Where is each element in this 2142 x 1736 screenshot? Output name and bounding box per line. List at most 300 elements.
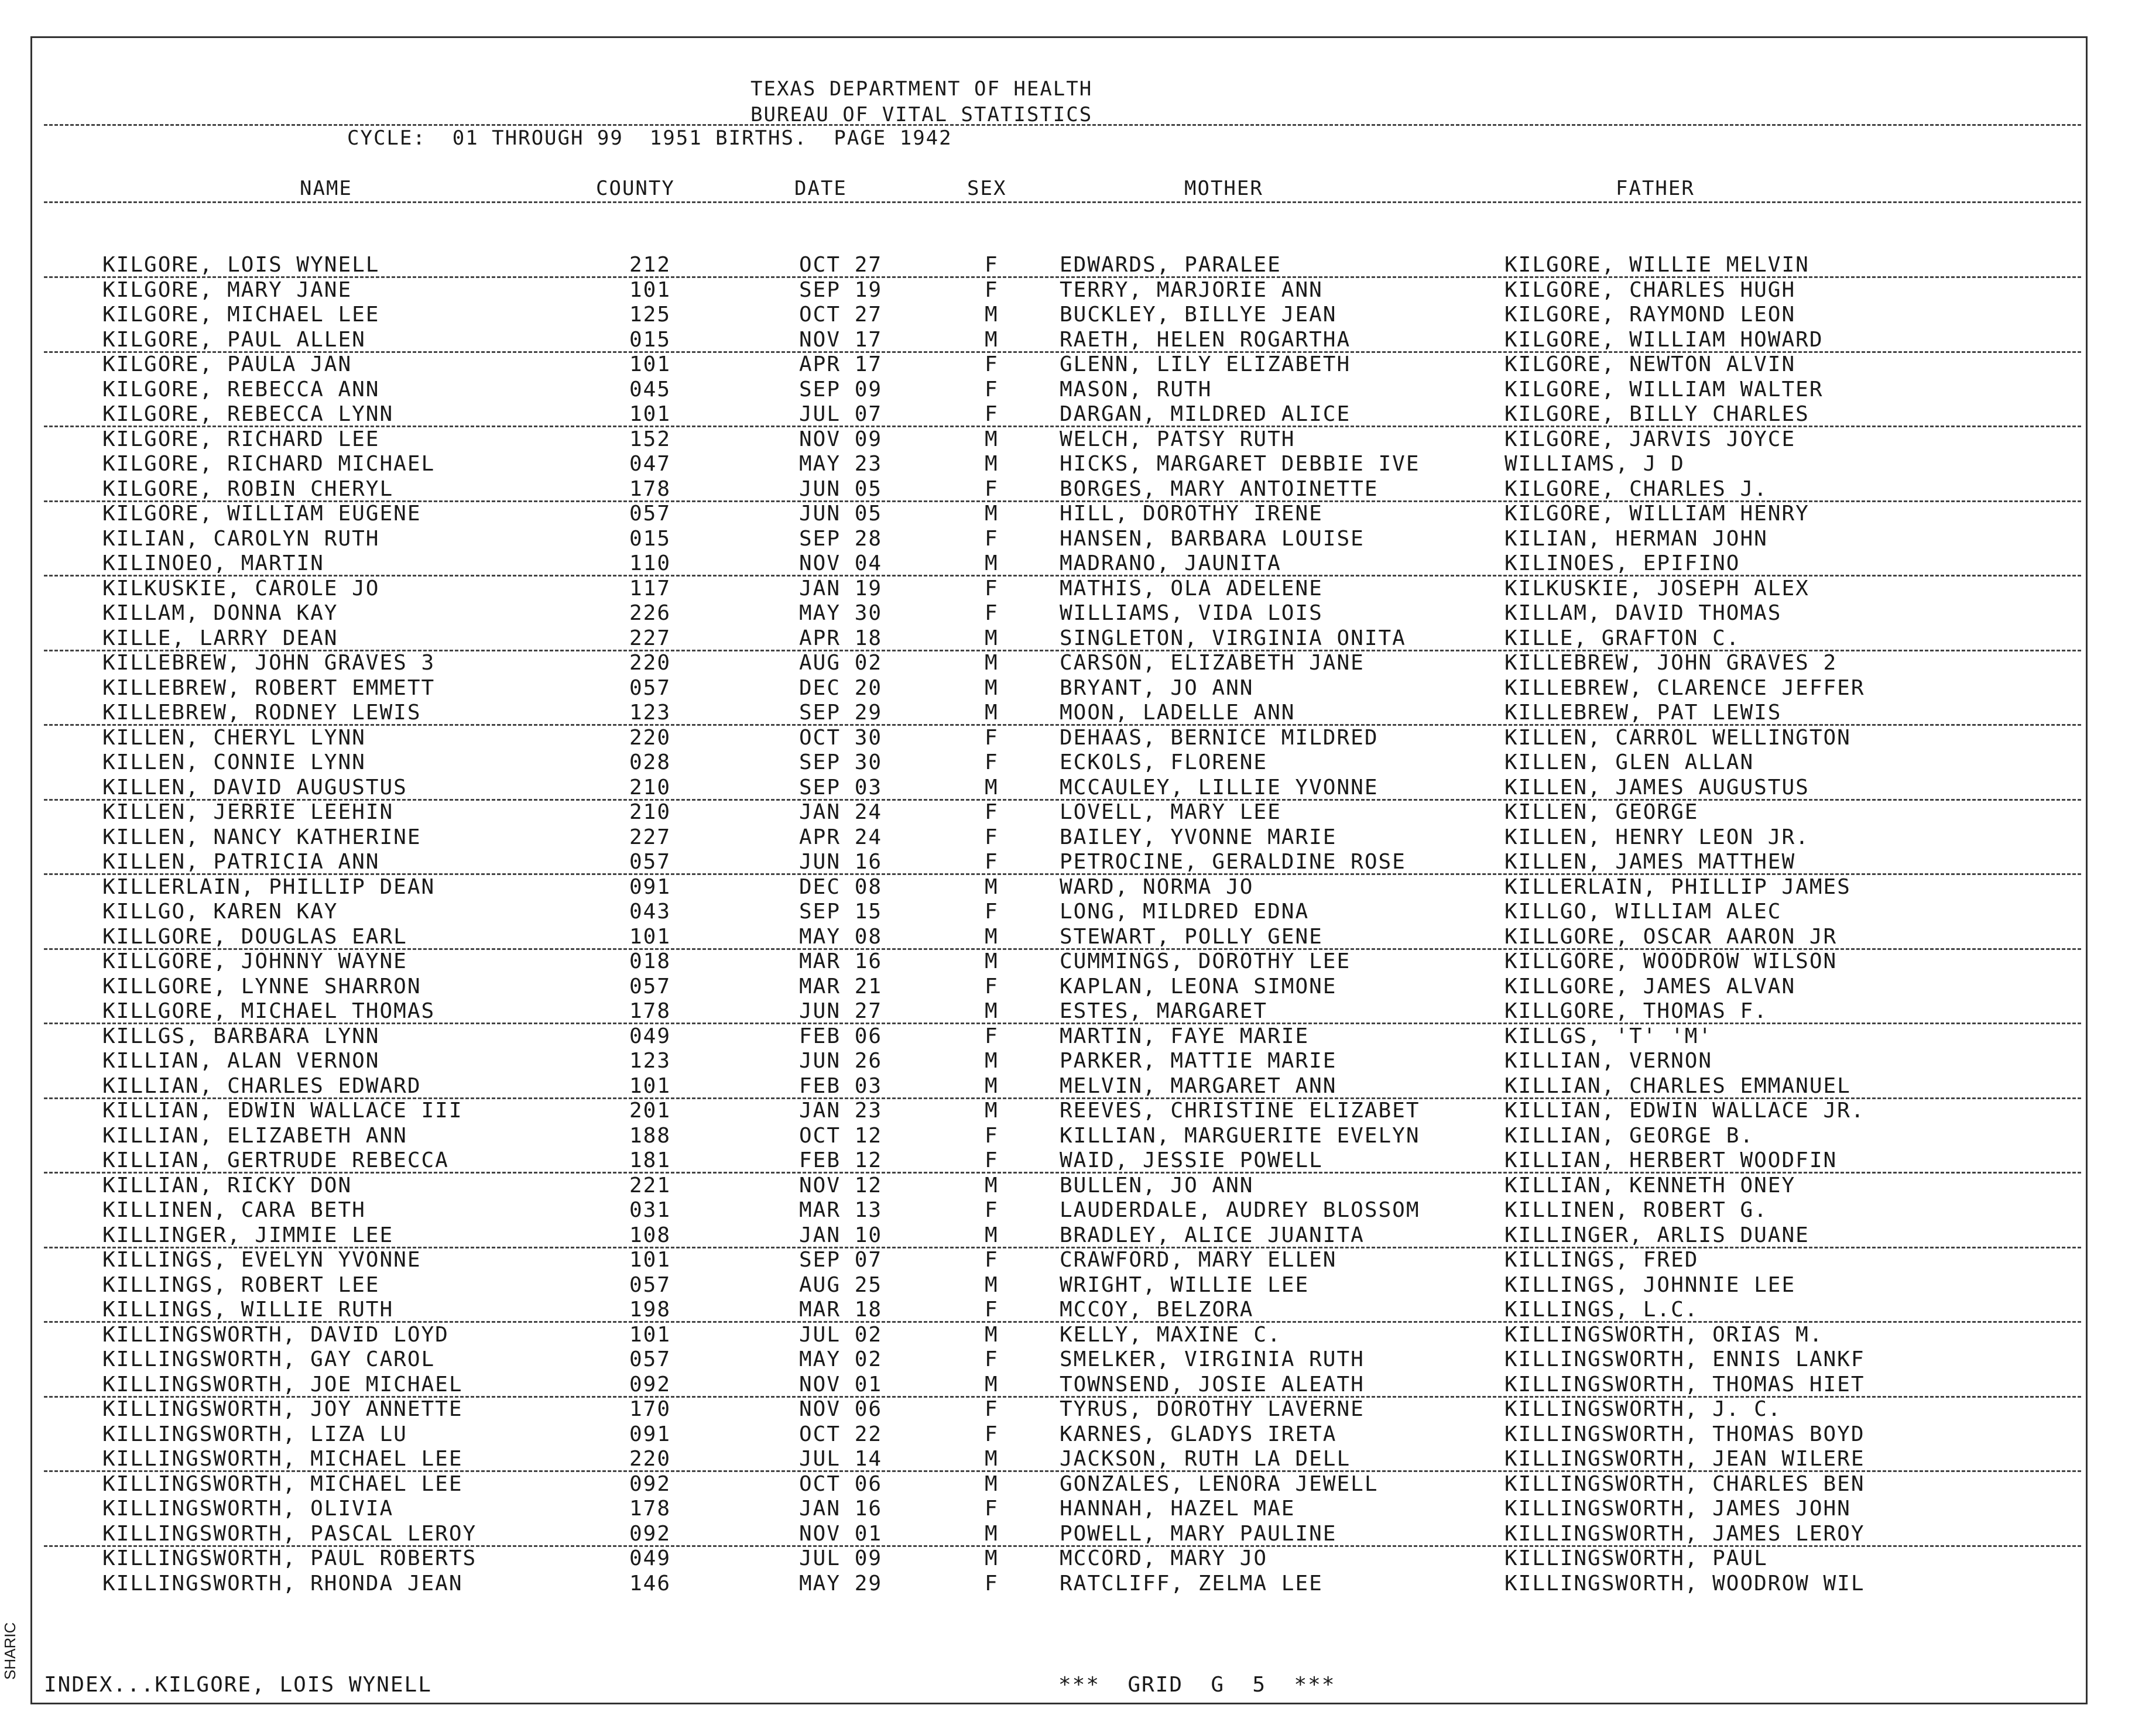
cell-date: APR 18	[799, 626, 883, 650]
cell-sex: M	[985, 551, 999, 575]
cell-name: KILGORE, RICHARD MICHAEL	[102, 452, 436, 476]
cell-mother: CARSON, ELIZABETH JANE	[1060, 651, 1365, 675]
cell-father: KILLINGER, ARLIS DUANE	[1504, 1223, 1809, 1247]
cell-sex: M	[985, 1521, 999, 1546]
cell-sex: M	[985, 626, 999, 650]
table-row	[0, 577, 2142, 601]
cell-father: KILLINGSWORTH, CHARLES BEN	[1504, 1471, 1865, 1496]
cell-date: OCT 27	[799, 253, 883, 277]
table-row	[0, 800, 2142, 825]
cell-date: MAY 08	[799, 924, 883, 949]
cell-name: KILLINGSWORTH, JOY ANNETTE	[102, 1397, 463, 1421]
cell-mother: GONZALES, LENORA JEWELL	[1060, 1471, 1379, 1496]
cell-sex: F	[985, 825, 999, 849]
table-row	[0, 601, 2142, 626]
cell-date: OCT 30	[799, 725, 883, 750]
cell-date: FEB 03	[799, 1073, 883, 1098]
table-row	[0, 900, 2142, 924]
cell-mother: SINGLETON, VIRGINIA ONITA	[1060, 626, 1406, 650]
cell-father: KILGORE, BILLY CHARLES	[1504, 402, 1809, 426]
cell-father: KILLIAN, KENNETH ONEY	[1504, 1173, 1796, 1198]
cell-sex: F	[985, 1198, 999, 1222]
cell-mother: EDWARDS, PARALEE	[1060, 253, 1281, 277]
col-header-sex: SEX	[967, 177, 1007, 200]
cell-mother: ESTES, MARGARET	[1060, 999, 1268, 1023]
cell-date: JUN 16	[799, 850, 883, 874]
cell-name: KILGORE, REBECCA ANN	[102, 377, 380, 402]
cell-county: 049	[629, 1024, 671, 1048]
cell-date: MAY 30	[799, 601, 883, 625]
cell-mother: WAID, JESSIE POWELL	[1060, 1148, 1323, 1172]
cell-date: MAR 16	[799, 949, 883, 973]
cell-name: KILLGORE, LYNNE SHARRON	[102, 974, 421, 999]
cell-mother: TERRY, MARJORIE ANN	[1060, 277, 1323, 302]
table-row	[0, 1397, 2142, 1422]
cell-county: 101	[629, 1322, 671, 1347]
cell-mother: BORGES, MARY ANTOINETTE	[1060, 476, 1379, 501]
cell-father: KILLGORE, THOMAS F.	[1504, 999, 1768, 1023]
cell-mother: JACKSON, RUTH LA DELL	[1060, 1447, 1351, 1471]
cell-name: KILLINGS, ROBERT LEE	[102, 1272, 380, 1297]
cell-father: KILLINGSWORTH, ORIAS M.	[1504, 1322, 1824, 1347]
cell-mother: LONG, MILDRED EDNA	[1060, 900, 1310, 924]
cell-name: KILGORE, WILLIAM EUGENE	[102, 502, 421, 526]
cell-father: KILLE, GRAFTON C.	[1504, 626, 1740, 650]
cell-father: KILLEBREW, PAT LEWIS	[1504, 701, 1782, 725]
cell-sex: M	[985, 999, 999, 1023]
cell-mother: MELVIN, MARGARET ANN	[1060, 1073, 1337, 1098]
cell-county: 220	[629, 1447, 671, 1471]
cell-date: APR 24	[799, 825, 883, 849]
table-row	[0, 999, 2142, 1024]
cell-sex: F	[985, 352, 999, 376]
cell-date: AUG 02	[799, 651, 883, 675]
cell-sex: F	[985, 850, 999, 874]
cell-mother: HANSEN, BARBARA LOUISE	[1060, 526, 1365, 551]
cell-mother: BRYANT, JO ANN	[1060, 675, 1254, 700]
cell-mother: MCCAULEY, LILLIE YVONNE	[1060, 775, 1379, 800]
cell-name: KILLINGSWORTH, PASCAL LEROY	[102, 1521, 477, 1546]
cell-county: 092	[629, 1471, 671, 1496]
cell-father: KILGORE, NEWTON ALVIN	[1504, 352, 1796, 376]
cell-sex: M	[985, 1546, 999, 1570]
cell-county: 108	[629, 1223, 671, 1247]
cell-county: 221	[629, 1173, 671, 1198]
table-row	[0, 477, 2142, 502]
cell-mother: BRADLEY, ALICE JUANITA	[1060, 1223, 1365, 1247]
cell-date: JUN 05	[799, 476, 883, 501]
cell-name: KILLAM, DONNA KAY	[102, 601, 338, 625]
cell-date: JAN 10	[799, 1223, 883, 1247]
cell-mother: MATHIS, OLA ADELENE	[1060, 576, 1323, 601]
table-row	[0, 825, 2142, 850]
cell-mother: MADRANO, JAUNITA	[1060, 551, 1281, 575]
cell-father: KILLIAN, EDWIN WALLACE JR.	[1504, 1099, 1865, 1123]
cell-mother: RAETH, HELEN ROGARTHA	[1060, 327, 1351, 352]
cell-sex: F	[985, 900, 999, 924]
col-header-date: DATE	[794, 177, 847, 200]
cell-sex: M	[985, 775, 999, 800]
cell-sex: F	[985, 725, 999, 750]
cell-mother: WRIGHT, WILLIE LEE	[1060, 1272, 1310, 1297]
cell-date: APR 17	[799, 352, 883, 376]
cell-name: KILLINGSWORTH, OLIVIA	[102, 1497, 394, 1521]
table-row	[0, 1546, 2142, 1571]
cell-name: KILLEN, JERRIE LEEHIN	[102, 800, 394, 824]
cell-mother: WARD, NORMA JO	[1060, 874, 1254, 899]
cell-father: KILLINGSWORTH, JEAN WILERE	[1504, 1447, 1865, 1471]
cell-father: KILLIAN, CHARLES EMMANUEL	[1504, 1073, 1851, 1098]
cell-father: KILLIAN, VERNON	[1504, 1049, 1713, 1073]
cell-father: KILLINGSWORTH, JAMES LEROY	[1504, 1521, 1865, 1546]
cell-sex: F	[985, 974, 999, 999]
cell-date: JUN 27	[799, 999, 883, 1023]
cell-father: KILLAM, DAVID THOMAS	[1504, 601, 1782, 625]
cell-mother: TYRUS, DOROTHY LAVERNE	[1060, 1397, 1365, 1421]
cell-date: NOV 09	[799, 427, 883, 451]
table-row	[0, 726, 2142, 750]
cell-county: 047	[629, 452, 671, 476]
cell-father: KILLGORE, JAMES ALVAN	[1504, 974, 1796, 999]
cell-name: KILLIAN, RICKY DON	[102, 1173, 352, 1198]
cell-name: KILLINGSWORTH, JOE MICHAEL	[102, 1372, 463, 1397]
cell-name: KILLE, LARRY DEAN	[102, 626, 338, 650]
cell-mother: WELCH, PATSY RUTH	[1060, 427, 1296, 451]
cell-sex: M	[985, 1223, 999, 1247]
cell-county: 045	[629, 377, 671, 402]
cell-father: KILLINGS, FRED	[1504, 1248, 1699, 1272]
cell-mother: MCCORD, MARY JO	[1060, 1546, 1268, 1570]
cell-sex: F	[985, 601, 999, 625]
cell-mother: MOON, LADELLE ANN	[1060, 701, 1296, 725]
cell-mother: DEHAAS, BERNICE MILDRED	[1060, 725, 1379, 750]
cell-date: JAN 23	[799, 1099, 883, 1123]
cell-date: DEC 08	[799, 874, 883, 899]
cell-date: OCT 27	[799, 303, 883, 327]
cell-sex: F	[985, 1123, 999, 1148]
table-row	[0, 776, 2142, 800]
cell-county: 057	[629, 974, 671, 999]
cell-county: 101	[629, 352, 671, 376]
table-row	[0, 1074, 2142, 1099]
cell-father: KILLINEN, ROBERT G.	[1504, 1198, 1768, 1222]
cell-mother: GLENN, LILY ELIZABETH	[1060, 352, 1351, 376]
cell-date: JUN 05	[799, 502, 883, 526]
cell-sex: F	[985, 1024, 999, 1048]
cell-mother: STEWART, POLLY GENE	[1060, 924, 1323, 949]
cell-name: KILLIAN, GERTRUDE REBECCA	[102, 1148, 449, 1172]
table-row	[0, 676, 2142, 701]
cell-sex: M	[985, 874, 999, 899]
cell-father: KILLGO, WILLIAM ALEC	[1504, 900, 1782, 924]
cell-county: 057	[629, 502, 671, 526]
cell-county: 178	[629, 1497, 671, 1521]
table-row	[0, 875, 2142, 900]
cell-mother: MCCOY, BELZORA	[1060, 1298, 1254, 1322]
cell-sex: F	[985, 1397, 999, 1421]
cell-sex: M	[985, 949, 999, 973]
cell-sex: F	[985, 526, 999, 551]
cell-county: 091	[629, 1422, 671, 1446]
cell-father: KILGORE, WILLIAM WALTER	[1504, 377, 1824, 402]
table-row	[0, 925, 2142, 949]
cell-father: KILLINGS, L.C.	[1504, 1298, 1699, 1322]
cell-mother: KELLY, MAXINE C.	[1060, 1322, 1281, 1347]
cell-county: 028	[629, 750, 671, 774]
header-bureau: BUREAU OF VITAL STATISTICS	[750, 103, 1093, 126]
cell-date: SEP 19	[799, 277, 883, 302]
cell-date: SEP 03	[799, 775, 883, 800]
cell-county: 101	[629, 1248, 671, 1272]
cell-mother: RATCLIFF, ZELMA LEE	[1060, 1571, 1323, 1596]
cell-county: 210	[629, 800, 671, 824]
cell-sex: F	[985, 1422, 999, 1446]
cell-name: KILLEBREW, RODNEY LEWIS	[102, 701, 421, 725]
cell-name: KILLINGSWORTH, DAVID LOYD	[102, 1322, 449, 1347]
table-row	[0, 651, 2142, 675]
table-row	[0, 502, 2142, 526]
cell-name: KILGORE, MICHAEL LEE	[102, 303, 380, 327]
cell-county: 091	[629, 874, 671, 899]
cell-county: 043	[629, 900, 671, 924]
cell-name: KILLINEN, CARA BETH	[102, 1198, 366, 1222]
cell-sex: M	[985, 502, 999, 526]
cell-sex: M	[985, 1099, 999, 1123]
cell-father: KILLINGS, JOHNNIE LEE	[1504, 1272, 1796, 1297]
cell-name: KILLEN, CONNIE LYNN	[102, 750, 366, 774]
cell-county: 198	[629, 1298, 671, 1322]
cell-mother: DARGAN, MILDRED ALICE	[1060, 402, 1351, 426]
table-row	[0, 527, 2142, 551]
cell-father: KILGORE, CHARLES J.	[1504, 476, 1768, 501]
cell-father: KILLEN, JAMES AUGUSTUS	[1504, 775, 1809, 800]
cell-county: 123	[629, 701, 671, 725]
cell-sex: F	[985, 1347, 999, 1371]
cell-county: 110	[629, 551, 671, 575]
table-row	[0, 1347, 2142, 1372]
cell-sex: F	[985, 1497, 999, 1521]
cell-name: KILLINGS, EVELYN YVONNE	[102, 1248, 421, 1272]
cell-sex: F	[985, 750, 999, 774]
cell-father: KILLEN, JAMES MATTHEW	[1504, 850, 1796, 874]
cell-mother: POWELL, MARY PAULINE	[1060, 1521, 1337, 1546]
cell-father: KILLGORE, WOODROW WILSON	[1504, 949, 1838, 973]
cell-father: KILLINGSWORTH, THOMAS BOYD	[1504, 1422, 1865, 1446]
cell-sex: F	[985, 1298, 999, 1322]
cell-father: KILGORE, RAYMOND LEON	[1504, 303, 1796, 327]
cell-mother: LAUDERDALE, AUDREY BLOSSOM	[1060, 1198, 1420, 1222]
cell-county: 227	[629, 626, 671, 650]
cell-date: JAN 16	[799, 1497, 883, 1521]
cell-sex: M	[985, 1471, 999, 1496]
cell-county: 015	[629, 327, 671, 352]
cell-name: KILGORE, RICHARD LEE	[102, 427, 380, 451]
table-row	[0, 1174, 2142, 1198]
cell-county: 188	[629, 1123, 671, 1148]
cell-county: 057	[629, 850, 671, 874]
cell-date: SEP 28	[799, 526, 883, 551]
cell-name: KILKUSKIE, CAROLE JO	[102, 576, 380, 601]
cell-father: KILLGORE, OSCAR AARON JR	[1504, 924, 1838, 949]
cell-mother: KARNES, GLADYS IRETA	[1060, 1422, 1337, 1446]
table-row	[0, 975, 2142, 999]
cell-date: MAR 13	[799, 1198, 883, 1222]
cell-name: KILLIAN, CHARLES EDWARD	[102, 1073, 421, 1098]
cell-date: NOV 06	[799, 1397, 883, 1421]
cell-father: KILLEBREW, CLARENCE JEFFER	[1504, 675, 1865, 700]
cell-name: KILLEN, CHERYL LYNN	[102, 725, 366, 750]
cell-county: 031	[629, 1198, 671, 1222]
cell-name: KILLINGSWORTH, LIZA LU	[102, 1422, 407, 1446]
cell-county: 018	[629, 949, 671, 973]
cell-date: NOV 01	[799, 1372, 883, 1397]
cell-mother: KILLIAN, MARGUERITE EVELYN	[1060, 1123, 1420, 1148]
cell-name: KILIAN, CAROLYN RUTH	[102, 526, 380, 551]
header-cycle: CYCLE: 01 THROUGH 99 1951 BIRTHS. PAGE 1942	[347, 126, 952, 150]
cell-county: 092	[629, 1372, 671, 1397]
table-row	[0, 949, 2142, 974]
cell-date: NOV 01	[799, 1521, 883, 1546]
cell-father: KILLEBREW, JOHN GRAVES 2	[1504, 651, 1838, 675]
cell-father: WILLIAMS, J D	[1504, 452, 1685, 476]
cell-name: KILLGS, BARBARA LYNN	[102, 1024, 380, 1048]
cell-date: MAR 21	[799, 974, 883, 999]
cell-name: KILLERLAIN, PHILLIP DEAN	[102, 874, 436, 899]
cell-father: KILINOES, EPIFINO	[1504, 551, 1740, 575]
header-rule	[44, 124, 2081, 126]
cell-county: 212	[629, 253, 671, 277]
cell-date: JUL 02	[799, 1322, 883, 1347]
cell-sex: M	[985, 924, 999, 949]
cell-name: KILLINGSWORTH, GAY CAROL	[102, 1347, 436, 1371]
table-row	[0, 1472, 2142, 1497]
cell-father: KILLINGSWORTH, THOMAS HIET	[1504, 1372, 1865, 1397]
cell-county: 101	[629, 402, 671, 426]
cell-county: 117	[629, 576, 671, 601]
table-row	[0, 1099, 2142, 1123]
table-row	[0, 551, 2142, 576]
cell-county: 057	[629, 1347, 671, 1371]
cell-father: KILLEN, GEORGE	[1504, 800, 1699, 824]
cell-county: 101	[629, 1073, 671, 1098]
cell-county: 201	[629, 1099, 671, 1123]
cell-sex: M	[985, 1322, 999, 1347]
cell-mother: WILLIAMS, VIDA LOIS	[1060, 601, 1323, 625]
table-row	[0, 1373, 2142, 1397]
cell-father: KILGORE, JARVIS JOYCE	[1504, 427, 1796, 451]
cell-county: 152	[629, 427, 671, 451]
cell-name: KILLIAN, ALAN VERNON	[102, 1049, 380, 1073]
cell-mother: PETROCINE, GERALDINE ROSE	[1060, 850, 1406, 874]
cell-mother: SMELKER, VIRGINIA RUTH	[1060, 1347, 1365, 1371]
table-row	[0, 452, 2142, 476]
cell-date: JUL 14	[799, 1447, 883, 1471]
table-row	[0, 303, 2142, 327]
table-row	[0, 750, 2142, 775]
cell-county: 146	[629, 1571, 671, 1596]
cell-father: KILLERLAIN, PHILLIP JAMES	[1504, 874, 1851, 899]
cell-mother: HILL, DOROTHY IRENE	[1060, 502, 1323, 526]
cell-name: KILGORE, PAULA JAN	[102, 352, 352, 376]
table-row	[0, 253, 2142, 277]
column-header-rule	[44, 201, 2081, 203]
cell-name: KILINOEO, MARTIN	[102, 551, 324, 575]
cell-date: DEC 20	[799, 675, 883, 700]
cell-date: FEB 06	[799, 1024, 883, 1048]
col-header-mother: MOTHER	[1184, 177, 1263, 200]
cell-sex: F	[985, 253, 999, 277]
cell-father: KILLINGSWORTH, PAUL	[1504, 1546, 1768, 1570]
table-row	[0, 1447, 2142, 1471]
cell-sex: M	[985, 1372, 999, 1397]
cell-date: NOV 12	[799, 1173, 883, 1198]
cell-name: KILLGORE, DOUGLAS EARL	[102, 924, 407, 949]
cell-mother: MARTIN, FAYE MARIE	[1060, 1024, 1310, 1048]
cell-county: 092	[629, 1521, 671, 1546]
cell-name: KILLINGSWORTH, PAUL ROBERTS	[102, 1546, 477, 1570]
cell-date: SEP 09	[799, 377, 883, 402]
cell-date: MAR 18	[799, 1298, 883, 1322]
side-label: SHARIC	[1, 1622, 19, 1680]
cell-name: KILGORE, ROBIN CHERYL	[102, 476, 394, 501]
cell-date: MAY 02	[799, 1347, 883, 1371]
cell-sex: F	[985, 377, 999, 402]
cell-date: JUL 07	[799, 402, 883, 426]
cell-name: KILLIAN, EDWIN WALLACE III	[102, 1099, 463, 1123]
cell-father: KILLIAN, GEORGE B.	[1504, 1123, 1754, 1148]
cell-father: KILGORE, WILLIAM HENRY	[1504, 502, 1809, 526]
table-row	[0, 1323, 2142, 1347]
cell-sex: M	[985, 675, 999, 700]
cell-name: KILLINGER, JIMMIE LEE	[102, 1223, 394, 1247]
table-row	[0, 1273, 2142, 1298]
cell-father: KILLINGSWORTH, WOODROW WIL	[1504, 1571, 1865, 1596]
cell-sex: F	[985, 277, 999, 302]
cell-date: OCT 22	[799, 1422, 883, 1446]
cell-county: 226	[629, 601, 671, 625]
cell-county: 049	[629, 1546, 671, 1570]
cell-date: NOV 04	[799, 551, 883, 575]
col-header-county: COUNTY	[596, 177, 675, 200]
table-row	[0, 1223, 2142, 1248]
header-department: TEXAS DEPARTMENT OF HEALTH	[750, 77, 1093, 101]
table-row	[0, 1024, 2142, 1049]
table-row	[0, 1572, 2142, 1596]
cell-mother: TOWNSEND, JOSIE ALEATH	[1060, 1372, 1365, 1397]
cell-county: 178	[629, 999, 671, 1023]
cell-name: KILLGO, KAREN KAY	[102, 900, 338, 924]
cell-sex: F	[985, 576, 999, 601]
cell-name: KILLEN, PATRICIA ANN	[102, 850, 380, 874]
cell-county: 227	[629, 825, 671, 849]
cell-name: KILLINGS, WILLIE RUTH	[102, 1298, 394, 1322]
cell-father: KILIAN, HERMAN JOHN	[1504, 526, 1768, 551]
cell-mother: LOVELL, MARY LEE	[1060, 800, 1281, 824]
cell-name: KILLGORE, JOHNNY WAYNE	[102, 949, 407, 973]
cell-date: JUN 26	[799, 1049, 883, 1073]
cell-date: AUG 25	[799, 1272, 883, 1297]
cell-father: KILGORE, CHARLES HUGH	[1504, 277, 1796, 302]
cell-mother: KAPLAN, LEONA SIMONE	[1060, 974, 1337, 999]
cell-sex: F	[985, 1571, 999, 1596]
table-row	[0, 378, 2142, 402]
cell-name: KILLEBREW, JOHN GRAVES 3	[102, 651, 436, 675]
cell-sex: M	[985, 651, 999, 675]
cell-mother: CRAWFORD, MARY ELLEN	[1060, 1248, 1337, 1272]
grid-footer: *** GRID G 5 ***	[1058, 1673, 1336, 1697]
cell-name: KILGORE, PAUL ALLEN	[102, 327, 366, 352]
cell-date: SEP 30	[799, 750, 883, 774]
